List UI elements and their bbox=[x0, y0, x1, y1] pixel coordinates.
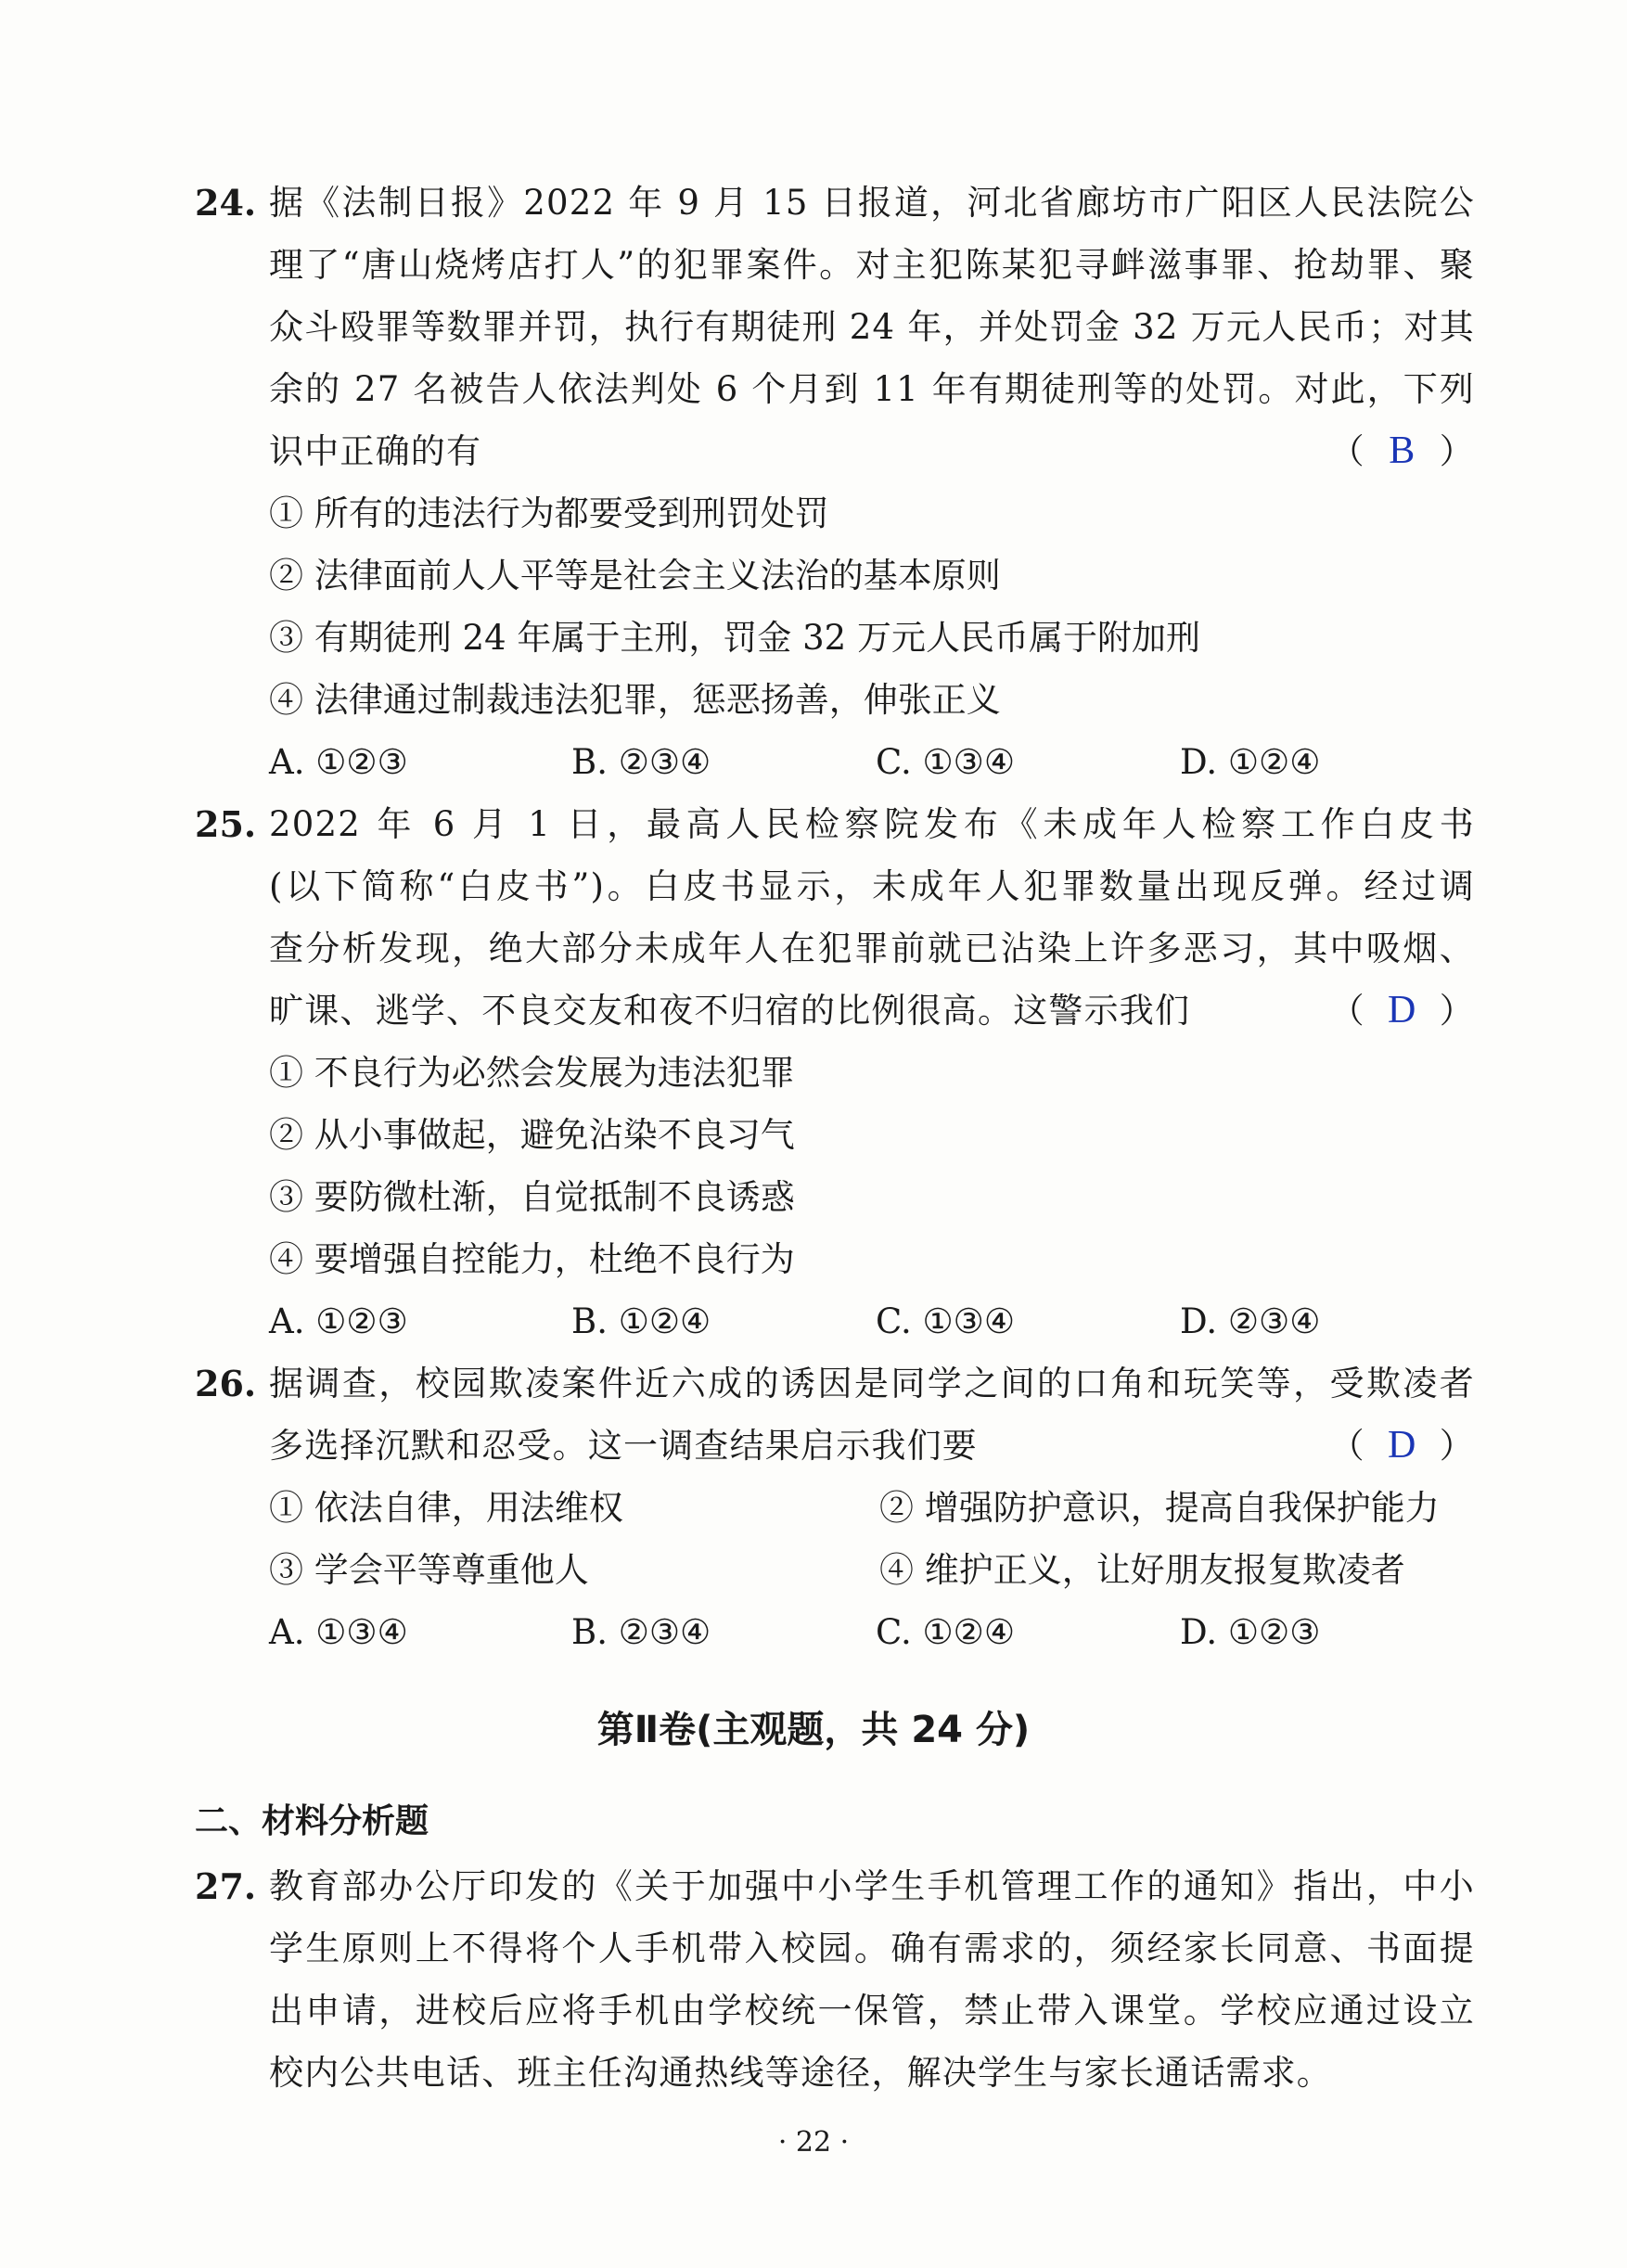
question-text-line: 理了“唐山烧烤店打人”的犯罪案件。对主犯陈某犯寻衅滋事罪、抢劫罪、聚 bbox=[269, 245, 1475, 285]
question-number: 27. bbox=[195, 1865, 257, 1907]
option-statement: ④ 维护正义，让好朋友报复欺凌者 bbox=[879, 1550, 1405, 1590]
answer-bracket: （ D ） bbox=[1330, 980, 1475, 1042]
question-text-line bbox=[269, 420, 1475, 482]
question-text-line: 教育部办公厅印发的《关于加强中小学生手机管理工作的通知》指出，中小 bbox=[269, 1866, 1475, 1906]
page-number: · 22 · bbox=[777, 2126, 850, 2159]
part-title: 二、材料分析题 bbox=[195, 1802, 429, 1840]
option-statement: ③ 有期徒刑 24 年属于主刑，罚金 32 万元人民币属于附加刑 bbox=[269, 618, 1200, 658]
option-statement: ① 所有的违法行为都要受到刑罚处罚 bbox=[269, 493, 829, 533]
choice-b: B. ②③④ bbox=[571, 1612, 711, 1652]
answer-choices bbox=[269, 1290, 1475, 1352]
question-text-line bbox=[269, 1415, 1475, 1477]
question-text-line: 据调查，校园欺凌案件近六成的诱因是同学之间的口角和玩笑等，受欺凌者 bbox=[269, 1364, 1475, 1403]
option-statement: ① 不良行为必然会发展为违法犯罪 bbox=[269, 1053, 795, 1093]
question-text-line: 据《法制日报》2022 年 9 月 15 日报道，河北省廊坊市广阳区人民法院公 bbox=[269, 183, 1475, 223]
question-number: 26. bbox=[195, 1363, 257, 1404]
choice-b: B. ②③④ bbox=[571, 742, 711, 782]
question-text-line: 众斗殴罪等数罪并罚，执行有期徒刑 24 年，并处罚金 32 万元人民币；对其 bbox=[269, 307, 1475, 347]
question-text-line: 出申请，进校后应将手机由学校统一保管，禁止带入课堂。学校应通过设立 bbox=[269, 1991, 1475, 2031]
question-text-end: 多选择沉默和忍受。这一调查结果启示我们要 bbox=[269, 1426, 978, 1466]
option-row bbox=[269, 1539, 1475, 1601]
choice-c: C. ①③④ bbox=[876, 1301, 1016, 1341]
choice-a: A. ①②③ bbox=[269, 1301, 408, 1341]
choice-c: C. ①③④ bbox=[876, 742, 1016, 782]
option-statement: ① 依法自律，用法维权 bbox=[269, 1488, 623, 1528]
question-text-line: (以下简称“白皮书”)。白皮书显示，未成年人犯罪数量出现反弹。经过调 bbox=[269, 866, 1475, 906]
choice-a: A. ①②③ bbox=[269, 742, 408, 782]
question-text-line: 查分析发现，绝大部分未成年人在犯罪前就已沾染上许多恶习，其中吸烟、 bbox=[269, 929, 1475, 968]
option-row bbox=[269, 1477, 1475, 1539]
option-statement: ④ 法律通过制裁违法犯罪，惩恶扬善，伸张正义 bbox=[269, 680, 1001, 720]
answer-letter: B bbox=[1389, 429, 1416, 472]
answer-choices bbox=[269, 731, 1475, 793]
option-statement: ③ 要防微杜渐，自觉抵制不良诱惑 bbox=[269, 1177, 795, 1217]
question-text-line: 学生原则上不得将个人手机带入校园。确有需求的，须经家长同意、书面提 bbox=[269, 1928, 1475, 1968]
question-27 bbox=[195, 1855, 1475, 2104]
choice-b: B. ①②④ bbox=[571, 1301, 711, 1341]
question-25 bbox=[195, 793, 1475, 1352]
question-24 bbox=[195, 172, 1475, 793]
answer-letter: D bbox=[1388, 989, 1417, 1031]
choice-d: D. ①②③ bbox=[1180, 1612, 1321, 1652]
question-26 bbox=[195, 1352, 1475, 1663]
answer-bracket: （ B ） bbox=[1330, 420, 1475, 482]
option-statement: ② 增强防护意识，提高自我保护能力 bbox=[879, 1488, 1440, 1528]
question-text-end: 旷课、逃学、不良交友和夜不归宿的比例很高。这警示我们 bbox=[269, 991, 1191, 1031]
choice-c: C. ①②④ bbox=[876, 1612, 1016, 1652]
question-text-line: 余的 27 名被告人依法判处 6 个月到 11 年有期徒刑等的处罚。对此，下列 bbox=[269, 369, 1475, 409]
option-statement: ③ 学会平等尊重他人 bbox=[269, 1550, 589, 1590]
option-statement: ② 从小事做起，避免沾染不良习气 bbox=[269, 1115, 795, 1155]
option-statement: ② 法律面前人人平等是社会主义法治的基本原则 bbox=[269, 556, 1001, 596]
question-number: 25. bbox=[195, 803, 257, 845]
answer-letter: D bbox=[1388, 1424, 1417, 1467]
section-title: 第Ⅱ卷(主观题，共 24 分) bbox=[596, 1709, 1031, 1751]
option-statement: ④ 要增强自控能力，杜绝不良行为 bbox=[269, 1239, 795, 1279]
question-text-end: 识中正确的有 bbox=[269, 431, 482, 471]
choice-d: D. ②③④ bbox=[1180, 1301, 1321, 1341]
question-number: 24. bbox=[195, 182, 257, 224]
question-text-line bbox=[269, 980, 1475, 1042]
choice-a: A. ①③④ bbox=[269, 1612, 408, 1652]
question-text-line: 2022 年 6 月 1 日，最高人民检察院发布《未成年人检察工作白皮书 bbox=[269, 804, 1475, 844]
question-text-line: 校内公共电话、班主任沟通热线等途径，解决学生与家长通话需求。 bbox=[269, 2053, 1332, 2093]
answer-choices bbox=[269, 1601, 1475, 1663]
answer-bracket: （ D ） bbox=[1330, 1415, 1475, 1477]
choice-d: D. ①②④ bbox=[1180, 742, 1321, 782]
